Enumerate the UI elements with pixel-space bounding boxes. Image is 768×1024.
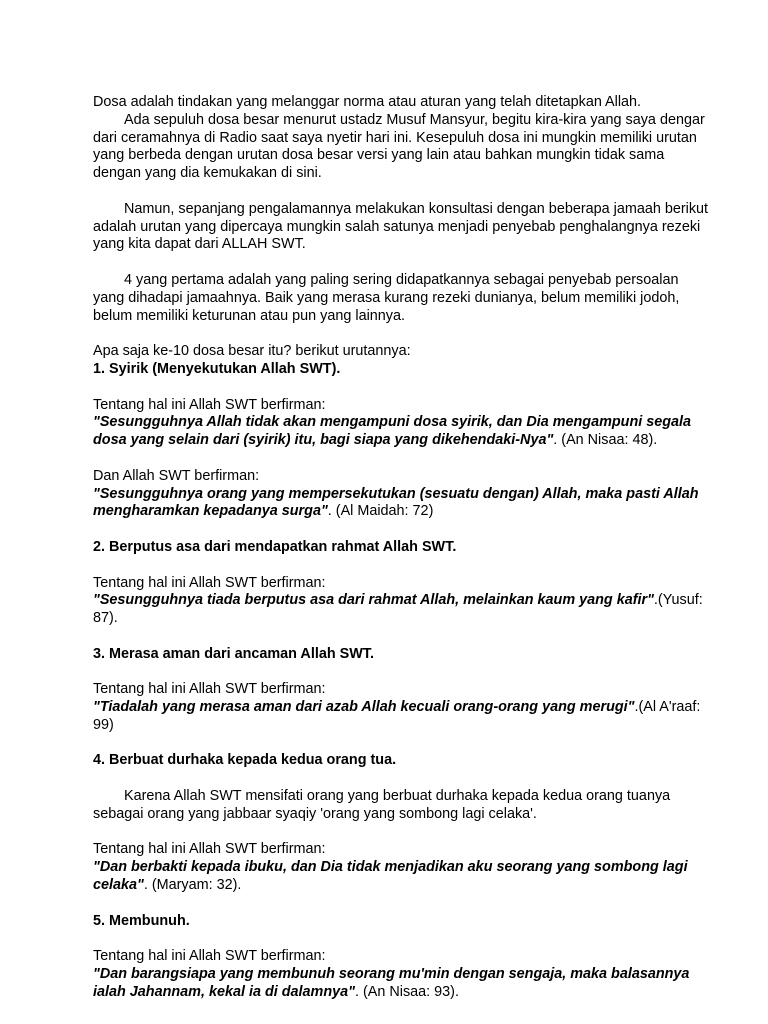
verse-reference: . (Maryam: 32). — [143, 877, 242, 894]
spacer — [93, 254, 713, 272]
sin-heading: 5. Membunuh. — [93, 912, 190, 929]
spacer — [93, 183, 713, 201]
sin-heading: 1. Syirik (Menyekutukan Allah SWT). — [93, 360, 341, 377]
verse-intro: Dan Allah SWT berfirman: — [93, 467, 260, 484]
verse-reference: .(Yusuf: 87). — [93, 592, 703, 627]
spacer — [93, 557, 713, 575]
verse-quote: "Tiadalah yang merasa aman dari azab Allah kecuali orang-orang yang merugi" — [93, 699, 635, 716]
verse-intro: Tentang hal ini Allah SWT berfirman: — [93, 574, 326, 591]
document-page — [93, 94, 713, 1002]
verse-quote: "Dan berbakti kepada ibuku, dan Dia tidak menjadikan aku seorang yang sombong lagi celaka" — [93, 859, 688, 894]
verse-intro: Tentang hal ini Allah SWT berfirman: — [93, 948, 326, 965]
spacer — [93, 770, 713, 788]
verse-reference: . (An Nisaa: 48). — [553, 432, 658, 449]
intro-paragraph-2: Ada sepuluh dosa besar menurut ustadz Musuf Mansyur, begitu kira-kira yang saya dengar dari ceramahnya di Radio saat saya nyetir hari ini. Kesepuluh dosa ini mungkin memiliki urutan yang berbeda dengan urutan dosa besar versi yang lain atau bahkan mungkin tidak sama dengan yang dia kemukakan di sini. — [93, 111, 705, 182]
verse-reference: . (Al Maidah: 72) — [327, 503, 434, 520]
verse — [93, 592, 713, 628]
sin-heading: 3. Merasa aman dari ancaman Allah SWT. — [93, 645, 374, 662]
verse-reference: .(Al A'raaf: 99) — [93, 699, 701, 733]
spacer — [93, 628, 713, 646]
verse — [93, 414, 713, 450]
verse — [93, 966, 713, 1002]
intro-paragraph-1: Dosa adalah tindakan yang melanggar norma atau aturan yang telah ditetapkan Allah. — [93, 94, 642, 110]
verse-intro: Tentang hal ini Allah SWT berfirman: — [93, 681, 326, 698]
verse-quote: "Sesungguhnya tiada berputus asa dari rahmat Allah, melainkan kaum yang kafir" — [93, 592, 654, 609]
verse-intro: Tentang hal ini Allah SWT berfirman: — [93, 396, 326, 413]
verse-intro: Tentang hal ini Allah SWT berfirman: — [93, 841, 326, 858]
verse — [93, 486, 713, 522]
spacer — [93, 824, 713, 842]
spacer — [93, 930, 713, 948]
verse-quote: "Sesungguhnya orang yang mempersekutukan (sesuatu dengan) Allah, maka pasti Allah mengharamkan kepadanya surga" — [93, 485, 699, 520]
sin-heading: 4. Berbuat durhaka kepada kedua orang tua. — [93, 752, 397, 769]
spacer — [93, 895, 713, 913]
verse — [93, 699, 713, 735]
verse-reference: . (An Nisaa: 93). — [354, 983, 459, 1000]
sin-heading: 2. Berputus asa dari mendapatkan rahmat Allah SWT. — [93, 538, 457, 555]
list-intro: Apa saja ke-10 dosa besar itu? berikut urutannya: — [93, 343, 411, 360]
verse-quote: "Sesungguhnya Allah tidak akan mengampuni dosa syirik, dan Dia mengampuni segala dosa yang selain dari (syirik) itu, bagi siapa yang dikehendaki-Nya" — [93, 414, 692, 449]
intro-paragraph-4: 4 yang pertama adalah yang paling sering didapatkannya sebagai penyebab persoalan yang dihadapi jamaahnya. Baik yang merasa kurang rezeki dunianya, belum memiliki jodoh, belum memiliki keturunan atau pun yang lainnya. — [93, 271, 680, 324]
sin-note: Karena Allah SWT mensifati orang yang berbuat durhaka kepada kedua orang tuanya sebagai orang yang jabbaar syaqiy 'orang yang sombong lagi celaka'. — [93, 788, 671, 822]
verse — [93, 859, 713, 895]
spacer — [93, 521, 713, 539]
spacer — [93, 735, 713, 753]
spacer — [93, 450, 713, 468]
intro-paragraph-3: Namun, sepanjang pengalamannya melakukan konsultasi dengan beberapa jamaah berikut adalah urutan yang dipercaya mungkin salah satunya menjadi penyebab penghalangnya rezeki yang kita dapat dari ALLAH SWT. — [93, 200, 709, 253]
spacer — [93, 379, 713, 397]
spacer — [93, 664, 713, 682]
spacer — [93, 325, 713, 343]
verse-quote: "Dan barangsiapa yang membunuh seorang mu'min dengan sengaja, maka balasannya ialah Jahannam, kekal ia di dalamnya" — [93, 966, 690, 1000]
